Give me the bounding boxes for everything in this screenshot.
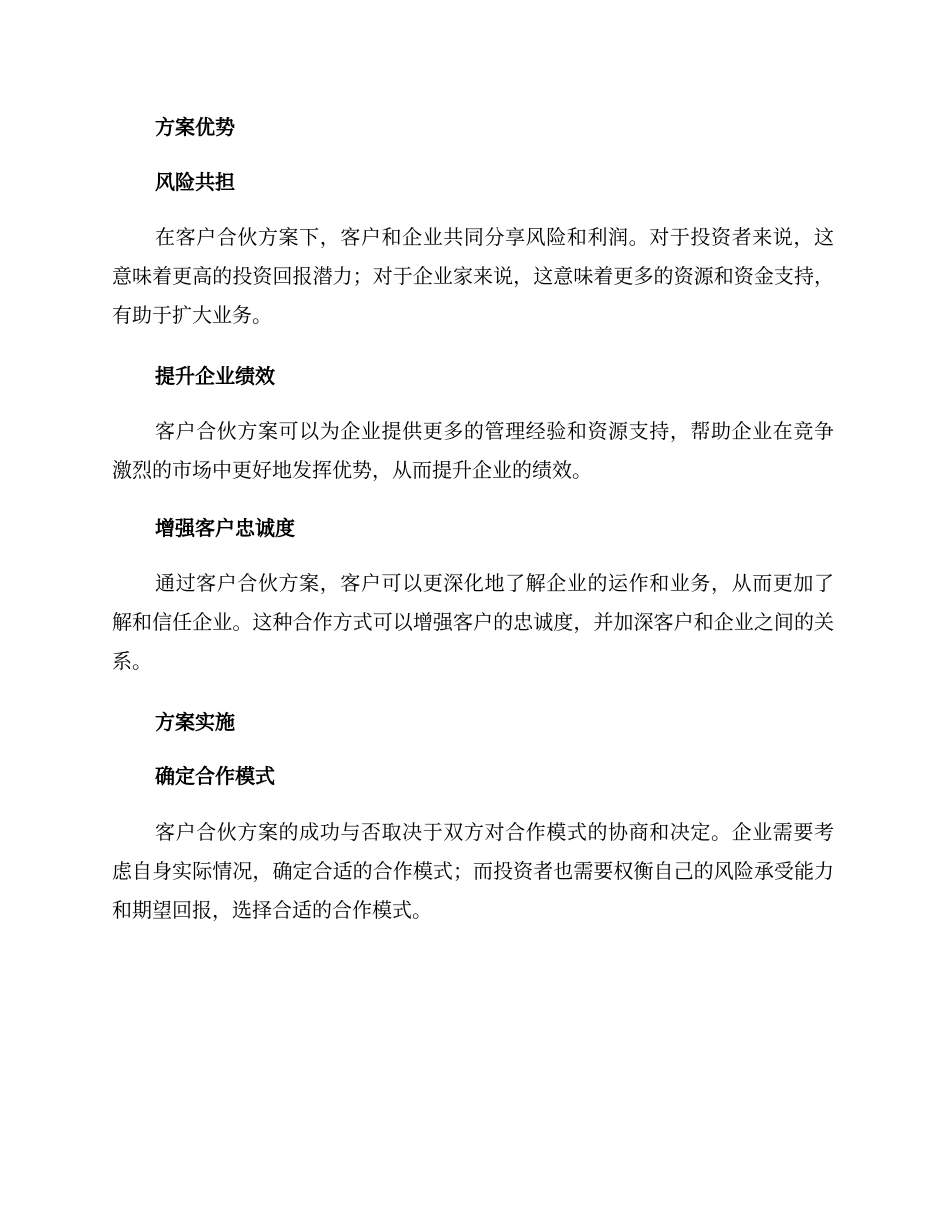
subsection-heading-loyalty: 增强客户忠诚度 <box>155 516 295 540</box>
paragraph-cooperation-mode: 客户合伙方案的成功与否取决于双方对合作模式的协商和决定。企业需要考虑自身实际情况，确定合适的合作模式；而投资者也需要权衡自己的风险承受能力和期望回报，选择合适的合作模式。 <box>112 820 834 922</box>
section-heading-implementation: 方案实施 <box>155 710 235 734</box>
paragraph-performance: 客户合伙方案可以为企业提供更多的管理经验和资源支持，帮助企业在竞争激烈的市场中更好地发挥优势，从而提升企业的绩效。 <box>112 419 834 482</box>
subsection-heading-performance: 提升企业绩效 <box>155 364 275 388</box>
section-heading-advantages: 方案优势 <box>155 115 235 139</box>
subsection-heading-risk-sharing: 风险共担 <box>155 170 235 194</box>
paragraph-risk-sharing: 在客户合伙方案下，客户和企业共同分享风险和利润。对于投资者来说，这意味着更高的投资回报潜力；对于企业家来说，这意味着更多的资源和资金支持，有助于扩大业务。 <box>112 225 834 327</box>
paragraph-loyalty: 通过客户合伙方案，客户可以更深化地了解企业的运作和业务，从而更加了解和信任企业。这种合作方式可以增强客户的忠诚度，并加深客户和企业之间的关系。 <box>112 571 834 673</box>
subsection-heading-cooperation-mode: 确定合作模式 <box>155 764 275 788</box>
